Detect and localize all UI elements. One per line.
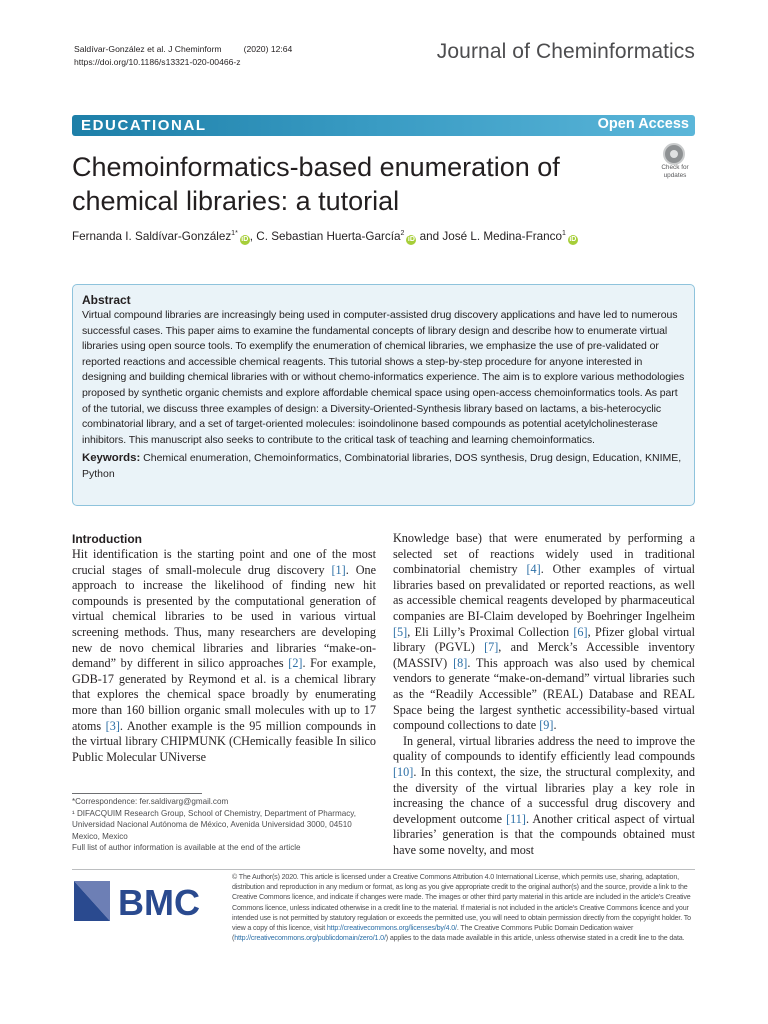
correspondence-email[interactable]: *Correspondence: fer.saldivarg@gmail.com [72, 797, 229, 806]
body-column-right [393, 531, 695, 858]
citation-ref[interactable]: [10] [393, 764, 414, 779]
citation-ref[interactable]: [5] [393, 624, 408, 639]
citation-ref[interactable]: [7] [484, 640, 499, 655]
article-title: Chemoinformatics-based enumeration of chemical libraries: a tutorial [72, 152, 560, 216]
correspondence-note [72, 796, 372, 854]
citation-ref[interactable]: [1] [331, 562, 346, 577]
keywords [82, 451, 686, 482]
author-2[interactable]: , C. Sebastian Huerta-García [249, 230, 401, 243]
abstract-box [72, 284, 695, 506]
year-volume: (2020) 12:64 [243, 44, 293, 54]
orcid-icon[interactable]: iD [241, 236, 249, 243]
author-1-affil: 1* [231, 230, 238, 238]
journal-name: Journal of Cheminformatics [436, 40, 695, 63]
abstract-heading: Abstract [82, 293, 131, 307]
citation-ref[interactable]: [6] [573, 624, 588, 639]
citation-ref[interactable]: [3] [105, 718, 120, 733]
open-access-label: Open Access [597, 116, 689, 132]
license-text: © The Author(s) 2020. This article is licensed under a Creative Commons Attribution 4.0 International License, which permits use, sharing, adaptation, distribution and reproduction in any medium or format, as long as you give appropriate credit to the original author(s) and the source, provide a link to the Creative Commons licence, and indicate if changes were made. The images or other third party material in this article are included in the article’s Creative Commons licence, unless indicated otherwise in a credit line to the material. If material is not included in the article’s Creative Commons licence and your intended use is not permitted by statutory regulation or exceeds the permitted use, you will need to obtain permission directly from the copyright holder. To view a copy of this licence, visit http://creativecommons.org/licenses/by/4.0/. The Creative Commons Public Domain Dedication waiver (http://creativecommons.org/publicdomain/zero/1.0/) applies to the data made available in this article, unless otherwise stated in a credit line to the data. [232, 873, 691, 943]
intro-paragraph-1-cont: Knowledge base) that were enumerated by performing a selected set of reactions widely used in traditional combinatorial chemistry [4]. Other examples of virtual libraries based on prevalidated or reported reactions, as well as accessible chemical reagents developed by pharmaceutical companies are BI-Claim developed by Boehringer Ingelheim [5], Eli Lilly’s Proximal Collection [6], Pfizer global virtual library (PGVL) [7], and Merck’s Accessible inventory (MASSIV) [8]. This approach was also used by chemical vendors to generate “make-on-demand” virtual libraries such as the “Readily Accessible” (REAL) Database and REAL Space being the largest synthetic accessibility-based virtual compound collections to date [9]. [393, 531, 695, 733]
author-1[interactable]: Fernanda I. Saldívar-González [72, 230, 232, 243]
check-for-updates-badge[interactable] [655, 141, 695, 181]
bmc-logo-text: BMC [118, 882, 200, 923]
author-info-note: Full list of author information is available at the end of the article [72, 843, 301, 853]
author-3[interactable]: and José L. Medina-Franco [416, 230, 562, 243]
body-column-left [72, 531, 376, 765]
author-list [72, 230, 578, 245]
citation-ref[interactable]: [8] [453, 655, 468, 670]
citation-ref[interactable]: [4] [526, 562, 541, 577]
citation-ref[interactable]: [11] [506, 811, 526, 826]
intro-paragraph-1: Hit identification is the starting point and one of the most crucial stages of small-molecule drug discovery [1]. One approach to increase the likelihood of finding new hit compounds is presented by the computational generation of virtual chemical libraries to be used in various virtual screening methods. Thus, many researchers are developing new de novo chemical libraries and libraries “make-on-demand” by different in silico approaches [2]. For example, GDB-17 generated by Reymond et al. is a chemical library that explores the chemical space broadly by enumerating more than 160 billion organic small molecules with up to 17 atoms [3]. Another example is the 95 million compounds in the virtual library CHIPMUNK (CHemically feasible In silico Public Molecular UNiverse [72, 547, 377, 764]
footer-rule [72, 869, 695, 870]
badge-text-line2: updates [663, 171, 687, 179]
section-label: EDUCATIONAL [81, 117, 207, 134]
running-header [74, 43, 292, 69]
author-2-affil: 2 [400, 230, 405, 238]
keywords-label: Keywords: [82, 452, 141, 465]
keywords-list: Chemical enumeration, Chemoinformatics, Combinatorial libraries, DOS synthesis, Drug design, Education, KNIME, Python [82, 452, 682, 480]
section-heading-introduction: Introduction [72, 532, 142, 546]
cc0-link[interactable]: http://creativecommons.org/publicdomain/zero/1.0/ [234, 934, 386, 943]
citation-ref[interactable]: [9] [539, 718, 554, 733]
badge-text-line1: Check for [661, 164, 689, 171]
bmc-logo[interactable] [72, 875, 217, 925]
orcid-icon[interactable]: iD [569, 236, 577, 243]
affiliation: ¹ DIFACQUIM Research Group, School of Chemistry, Department of Pharmacy, Universidad Nacional Autónoma de México, Avenida Universidad 3000, 04510 Mexico, Mexico [72, 808, 356, 841]
abstract-text: Virtual compound libraries are increasingly being used in computer-assisted drug discovery applications and have led to numerous successful cases. This paper aims to examine the fundamental concepts of library design and describe how to enumerate virtual libraries using open source tools. To exemplify the enumeration of chemical libraries, we emphasize the use of pre-validated or reported reactions and accessible chemical reagents. This tutorial shows a step-by-step procedure for anyone interested in designing and building chemical libraries with or without chemo-informatics experience. The aim is to explore various methodologies proposed by synthetic organic chemists and explore affordable chemical space using open-access chemoinformatics tools. As part of the tutorial, we discuss three examples of design: a Diversity-Oriented-Synthesis library based on lactams, a bis-heterocyclic combinatorial library, and a set of target-oriented molecules: isoindolinone based compounds as potential acetylcholinesterase inhibitors. This manuscript also seeks to contribute to the critical task of teaching and learning chemoinformatics. [82, 309, 685, 446]
section-banner [72, 115, 695, 136]
citation: Saldívar-González et al. J Cheminform [74, 44, 222, 54]
check-updates-icon [663, 143, 685, 165]
doi-link[interactable]: https://doi.org/10.1186/s13321-020-00466-z [74, 57, 241, 67]
citation-ref[interactable]: [2] [288, 656, 303, 671]
intro-paragraph-2: In general, virtual libraries address the need to improve the quality of compounds to identify efficiently lead compounds [10]. In this context, the size, the structural complexity, and the diversity of the virtual libraries play a key role in increasing the chance of a successful drug discovery and development outcome [11]. Another critical aspect of virtual libraries’ generation is that the compounds obtained must have some novelty, and most [393, 733, 695, 857]
license-link[interactable]: http://creativecommons.org/licenses/by/4.0/ [326, 924, 457, 933]
footnote-rule [72, 793, 202, 794]
orcid-icon[interactable]: iD [407, 236, 415, 243]
author-3-affil: 1 [561, 230, 566, 238]
